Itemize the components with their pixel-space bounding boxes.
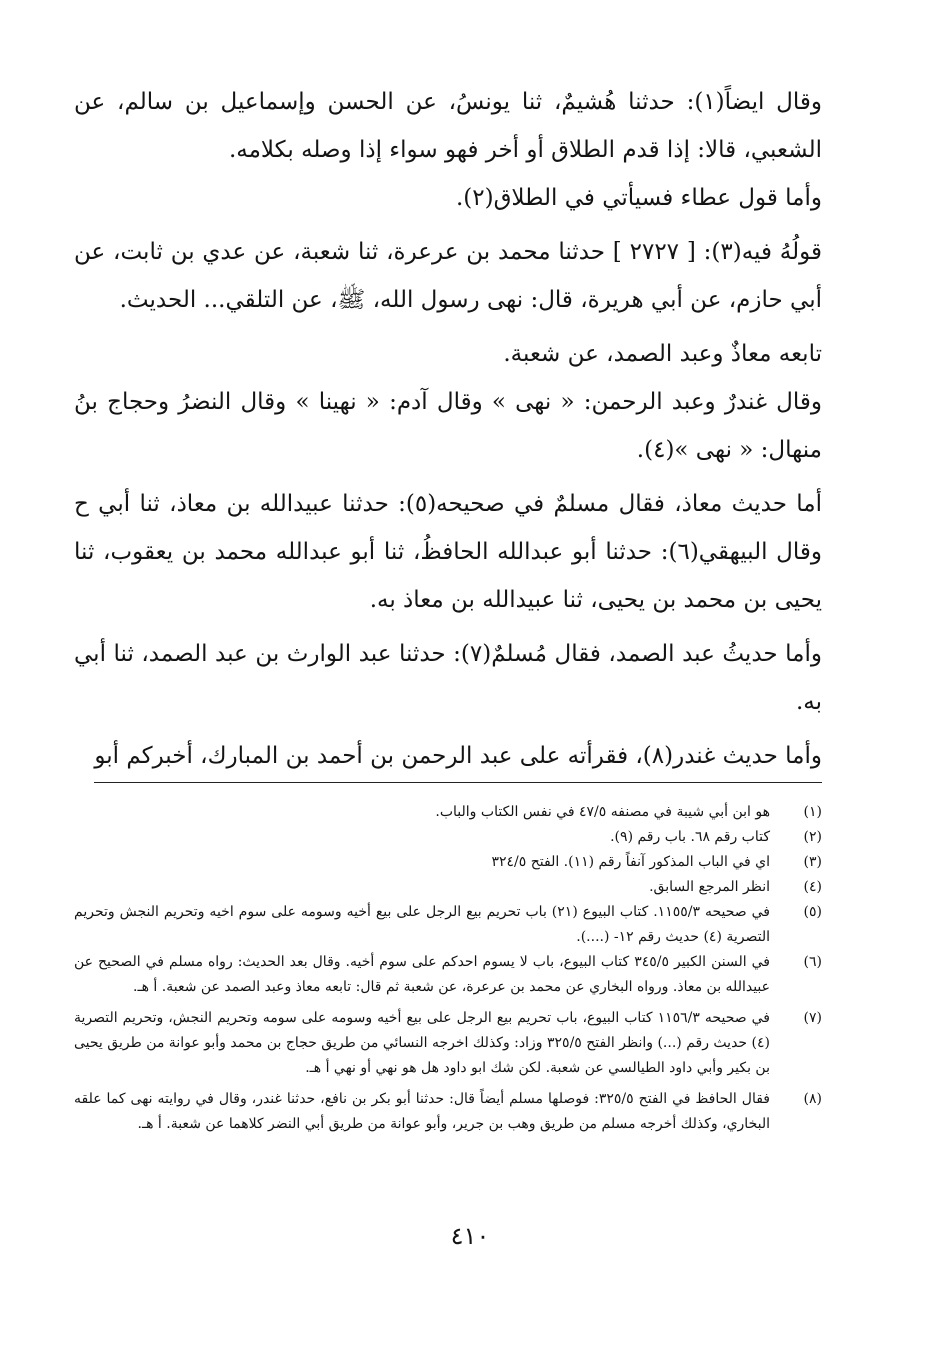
paragraph-8 (74, 732, 822, 783)
main-text (74, 78, 822, 783)
footnote-3 (74, 850, 822, 875)
footnote-4 (74, 875, 822, 900)
paragraph-4: تابعه معاذٌ وعبد الصمد، عن شعبة. (503, 341, 822, 367)
paragraph-1: وقال ايضاً(١): حدثنا هُشيمٌ، ثنا يونسُ، عن الحسن وإسماعيل بن سالم، عن الشعبي، قالا: إذا قدم الطلاق أو أخر فهو سواء إذا وصله بكلامه. (74, 89, 822, 163)
footnote-number: (٤) (803, 879, 822, 895)
paragraph-8-text: وأما حديث غندر(٨)، فقرأته على عبد الرحمن بن أحمد بن المبارك، أخبركم أبو (94, 732, 822, 783)
footnote-text: في السنن الكبير ٣٤٥/٥ كتاب البيوع، باب لا يسوم احدكم على سوم أخيه. وقال بعد الحديث: رواه مسلم في الصحيح عن عبيدالله بن معاذ. ورواه البخاري عن محمد بن عرعرة، عن شعبة ثم قال: تابعه معاذ وعبد الصمد عن شعبة. أ هـ. (74, 954, 770, 995)
footnote-number: (٥) (803, 904, 822, 920)
footnote-text: اي في الباب المذكور آنفاً رقم (١١). الفتح ٣٢٤/٥ (491, 854, 770, 870)
footnote-2 (74, 825, 822, 850)
footnote-text: في صحيحه ١١٥٥/٣. كتاب البيوع (٢١) باب تحريم بيع الرجل على بيع أخيه وسومه على سوم اخيه وتحريم النجش وتحريم التصرية (٤) حديث رقم ١٢- (....). (74, 904, 770, 945)
paragraph-5: وقال غندرٌ وعبد الرحمن: « نهى » وقال آدم: « نهينا » وقال النضرُ وحجاج بنُ منهال: « نهى »(٤). (74, 389, 822, 463)
footnote-7 (74, 1006, 822, 1081)
footnote-6 (74, 950, 822, 1000)
footnote-text: انظر المرجع السابق. (649, 879, 770, 895)
paragraph-3: قولُهُ فيه(٣): [ ٢٧٢٧ ] حدثنا محمد بن عرعرة، ثنا شعبة، عن عدي بن ثابت، عن أبي حازم، عن أبي هريرة، قال: نهى رسول الله، ﷺ، عن التلقي... الحديث. (74, 239, 823, 313)
footnote-number: (١) (803, 804, 822, 820)
footnote-number: (٨) (803, 1091, 822, 1107)
paragraph-6: أما حديث معاذ، فقال مسلمٌ في صحيحه(٥): حدثنا عبيدالله بن معاذ، ثنا أبي ح وقال البيهقي(٦): حدثنا أبو عبدالله الحافظُ، ثنا أبو عبدالله محمد بن يعقوب، ثنا يحيى بن محمد بن يحيى، ثنا عبيدالله بن معاذ به. (74, 491, 823, 613)
footnote-number: (٧) (803, 1010, 822, 1026)
paragraph-7: وأما حديثُ عبد الصمد، فقال مُسلمٌ(٧): حدثنا عبد الوارث بن عبد الصمد، ثنا أبي به. (74, 641, 822, 715)
footnote-5 (74, 900, 822, 950)
footnote-number: (٦) (803, 954, 822, 970)
paragraph-2: وأما قول عطاء فسيأتي في الطلاق(٢). (455, 185, 822, 211)
footnote-8 (74, 1087, 822, 1137)
page-number: ٤١٠ (450, 1222, 490, 1250)
footnotes (74, 800, 822, 1137)
footnote-text: هو ابن أبي شيبة في مصنفه ٤٧/٥ في نفس الكتاب والباب. (435, 804, 770, 820)
footnote-text: فقال الحافظ في الفتح ٣٢٥/٥: فوصلها مسلم أيضاً قال: حدثنا أبو بكر بن نافع، حدثنا غندر، وقال في روايته نهى كما علقه البخاري، وكذلك أخرجه مسلم من طريق وهب بن جرير، وأبو عوانة من طريق أبي النضر كلاهما عن شعبة. أ هـ. (74, 1091, 771, 1132)
footnote-number: (٣) (803, 854, 822, 870)
footnote-text: في صحيحه ١١٥٦/٣ كتاب البيوع، باب تحريم بيع الرجل على بيع أخيه وسومه على سومه وتحريم النجش، وتحريم التصرية (٤) حديث رقم (...) وانظر الفتح ٣٢٥/٥ وزاد: وكذلك اخرجه النسائي من طريق حجاج بن محمد وأبو عوانة من طريق يحيى بن بكير وأبي داود الطيالسي عن شعبة. لكن شك ابو داود هل هو نهي أو نهي أ هـ. (74, 1010, 770, 1076)
footnote-1 (74, 800, 822, 825)
footnote-text: كتاب رقم ٦٨. باب رقم (٩). (610, 829, 770, 845)
footnote-number: (٢) (803, 829, 822, 845)
